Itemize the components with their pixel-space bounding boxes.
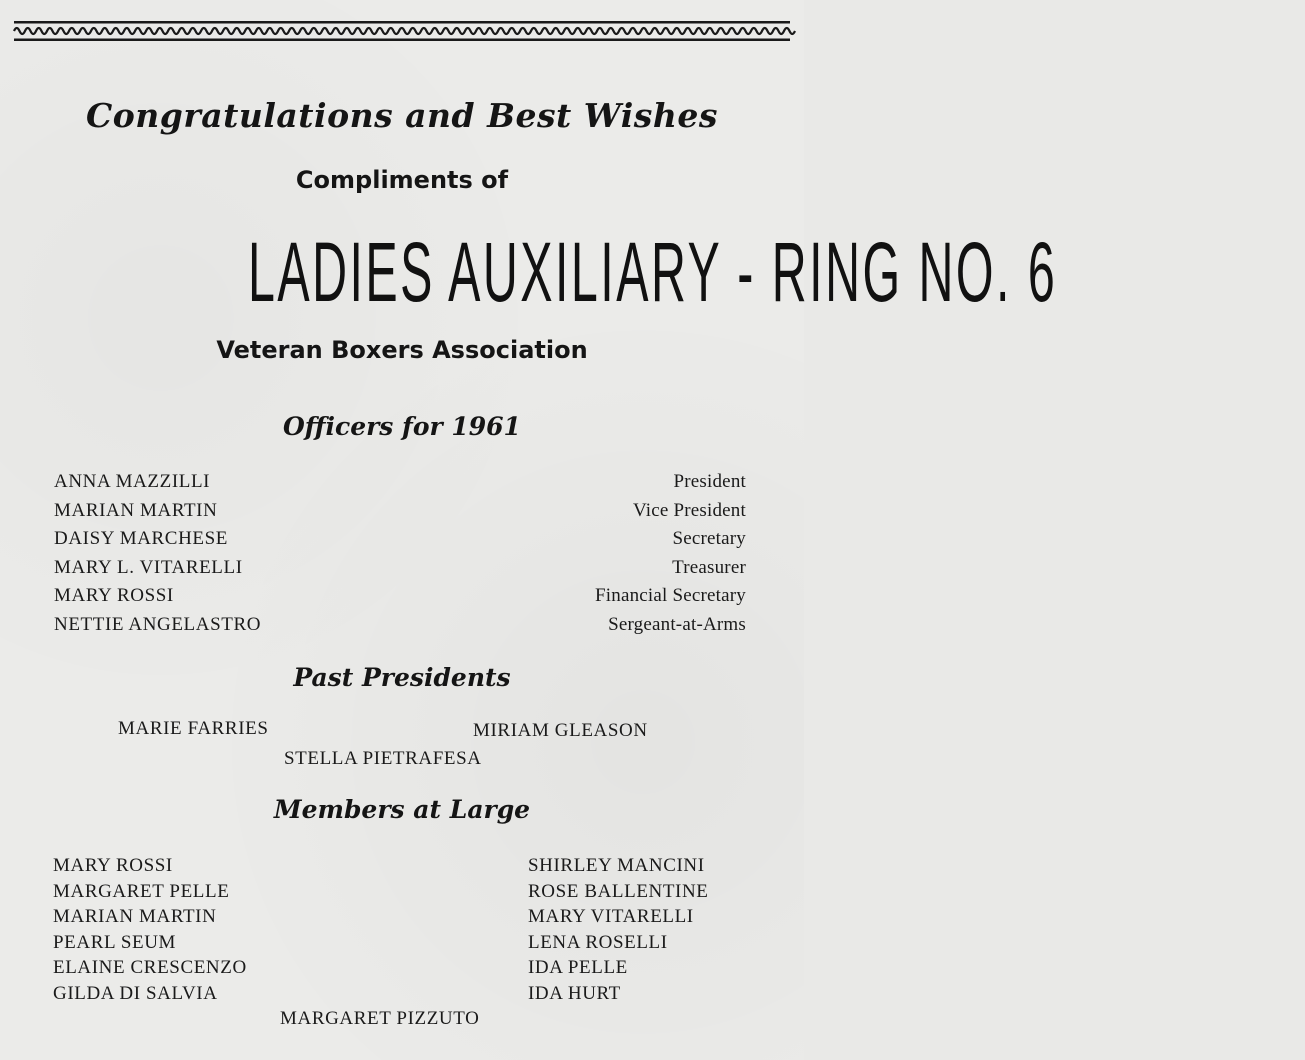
officer-role: President [673,471,746,492]
officer-role: Treasurer [672,556,746,578]
decorative-border [14,20,790,42]
member-name: GILDA DI SALVIA [53,982,218,1004]
officer-role: Financial Secretary [595,585,746,607]
officer-role: Secretary [672,528,746,550]
officer-role: Vice President [633,499,746,521]
past-president-name: STELLA PIETRAFESA [284,748,482,769]
association-name: Veteran Boxers Association [216,336,588,364]
members-right-column [528,853,709,1007]
member-name: IDA HURT [528,982,621,1004]
officers-heading: Officers for 1961 [283,412,521,441]
member-name: MARGARET PELLE [53,880,230,902]
member-name-final: MARGARET PIZZUTO [280,1008,480,1029]
congratulations-heading: Congratulations and Best Wishes [86,96,718,135]
officer-name: MARY ROSSI [54,585,174,607]
officer-name: MARIAN MARTIN [54,499,218,521]
officer-name: MARY L. VITARELLI [54,556,243,578]
officer-role: Sergeant-at-Arms [608,613,746,635]
past-president-name: MIRIAM GLEASON [473,720,648,741]
member-name: ROSE BALLENTINE [528,880,709,902]
officer-names-list [54,468,261,640]
officer-name: DAISY MARCHESE [54,528,228,550]
members-left-column [53,853,247,1007]
organization-title: LADIES AUXILIARY - RING NO. 6 [247,224,1058,320]
member-name: LENA ROSELLI [528,931,668,953]
members-at-large-heading: Members at Large [273,795,531,824]
officer-name: ANNA MAZZILLI [54,471,211,492]
officer-roles-list [595,468,746,640]
member-name: SHIRLEY MANCINI [528,855,705,876]
member-name: MARY VITARELLI [528,906,694,928]
organization-title-wrap [0,222,1058,322]
compliments-of-text: Compliments of [295,166,509,194]
past-president-name: MARIE FARRIES [118,718,269,739]
member-name: MARY ROSSI [53,855,173,876]
member-name: PEARL SEUM [53,931,177,953]
member-name: ELAINE CRESCENZO [53,957,247,979]
officer-name: NETTIE ANGELASTRO [54,613,262,635]
member-name: MARIAN MARTIN [53,906,217,928]
member-name: IDA PELLE [528,957,628,979]
past-presidents-heading: Past Presidents [293,663,511,692]
